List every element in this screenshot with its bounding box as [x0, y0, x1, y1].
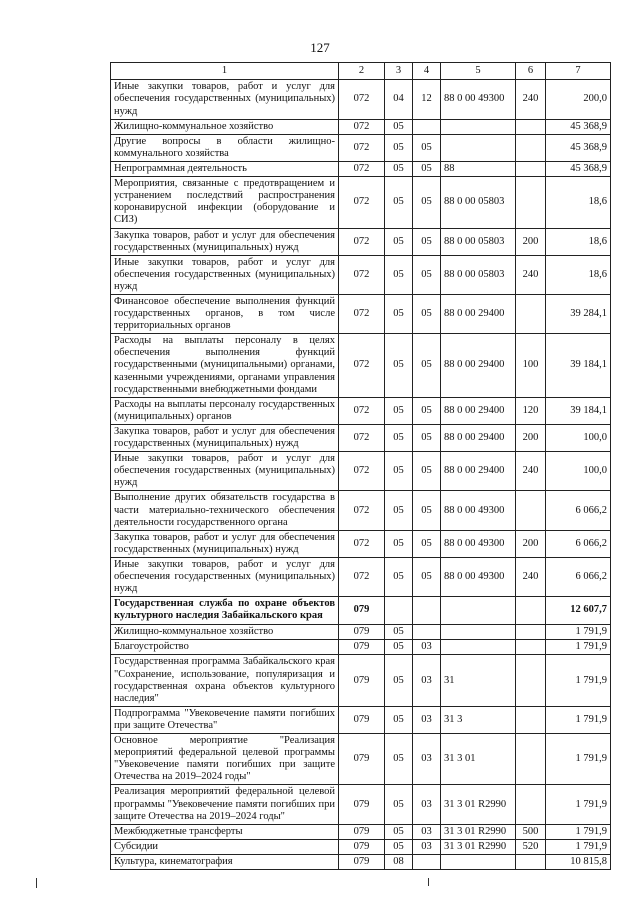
column-header: 5 — [441, 63, 516, 80]
row-name: Государственная программа Забайкальского края "Сохранение, использование, популяризация и государственная охрана объектов культурного наследия" — [111, 655, 339, 707]
table-header-row — [111, 63, 611, 80]
scan-mark — [36, 878, 37, 888]
column-header: 4 — [413, 63, 441, 80]
row-subsection: 03 — [413, 785, 441, 824]
row-subsection: 05 — [413, 557, 441, 596]
row-target-article: 88 0 00 29400 — [441, 334, 516, 398]
row-target-article: 88 0 00 49300 — [441, 491, 516, 530]
table-row — [111, 452, 611, 491]
row-name: Субсидии — [111, 839, 339, 854]
row-expense-type — [516, 640, 546, 655]
row-amount: 10 815,8 — [546, 854, 611, 869]
row-subsection: 05 — [413, 135, 441, 162]
row-target-article: 88 0 00 05803 — [441, 255, 516, 294]
row-target-article: 88 0 00 29400 — [441, 398, 516, 425]
row-subsection: 05 — [413, 177, 441, 228]
row-expense-type — [516, 294, 546, 333]
row-name: Расходы на выплаты персоналу в целях обеспечения выполнения функций государственными (муниципальными) органами, казенными учреждениями, органами управления государственными внебюджетными фондами — [111, 334, 339, 398]
table-row — [111, 530, 611, 557]
table-row — [111, 228, 611, 255]
row-name: Другие вопросы в области жилищно-коммунального хозяйства — [111, 135, 339, 162]
row-target-article: 31 3 01 R2990 — [441, 824, 516, 839]
row-subsection: 05 — [413, 452, 441, 491]
row-amount: 100,0 — [546, 452, 611, 491]
row-name: Государственная служба по охране объектов культурного наследия Забайкальского края — [111, 596, 339, 624]
row-section: 05 — [385, 255, 413, 294]
table-row — [111, 839, 611, 854]
table-row — [111, 785, 611, 824]
row-section: 05 — [385, 177, 413, 228]
row-amount: 1 791,9 — [546, 655, 611, 707]
row-name: Подпрограмма "Увековечение памяти погибших при защите Отечества" — [111, 707, 339, 734]
row-code: 079 — [339, 839, 385, 854]
column-header: 2 — [339, 63, 385, 80]
row-target-article: 31 3 — [441, 707, 516, 734]
table-row — [111, 707, 611, 734]
row-amount: 18,6 — [546, 228, 611, 255]
row-amount: 1 791,9 — [546, 734, 611, 785]
row-code: 072 — [339, 135, 385, 162]
row-amount: 1 791,9 — [546, 785, 611, 824]
row-section: 05 — [385, 785, 413, 824]
row-code: 079 — [339, 707, 385, 734]
table-row — [111, 177, 611, 228]
table-row — [111, 596, 611, 624]
table-row — [111, 162, 611, 177]
column-header: 1 — [111, 63, 339, 80]
row-subsection: 05 — [413, 491, 441, 530]
row-subsection: 03 — [413, 839, 441, 854]
row-name: Культура, кинематография — [111, 854, 339, 869]
row-name: Закупка товаров, работ и услуг для обеспечения государственных (муниципальных) нужд — [111, 425, 339, 452]
row-expense-type — [516, 785, 546, 824]
row-amount: 45 368,9 — [546, 120, 611, 135]
row-name: Иные закупки товаров, работ и услуг для обеспечения государственных (муниципальных) нужд — [111, 80, 339, 120]
row-expense-type: 520 — [516, 839, 546, 854]
table-row — [111, 135, 611, 162]
row-subsection — [413, 120, 441, 135]
row-target-article: 31 3 01 R2990 — [441, 785, 516, 824]
row-expense-type: 100 — [516, 334, 546, 398]
column-header: 7 — [546, 63, 611, 80]
row-name: Жилищно-коммунальное хозяйство — [111, 120, 339, 135]
row-name: Финансовое обеспечение выполнения функций государственных органов, в том числе территориальных органов — [111, 294, 339, 333]
row-amount: 1 791,9 — [546, 640, 611, 655]
row-subsection: 05 — [413, 398, 441, 425]
row-section: 05 — [385, 398, 413, 425]
row-expense-type: 240 — [516, 557, 546, 596]
row-code: 072 — [339, 398, 385, 425]
row-code: 072 — [339, 228, 385, 255]
row-subsection: 05 — [413, 255, 441, 294]
row-section: 05 — [385, 557, 413, 596]
row-code: 072 — [339, 294, 385, 333]
row-target-article: 88 0 00 29400 — [441, 294, 516, 333]
table-row — [111, 824, 611, 839]
row-subsection: 05 — [413, 425, 441, 452]
row-target-article: 88 0 00 29400 — [441, 425, 516, 452]
row-expense-type — [516, 120, 546, 135]
row-section — [385, 596, 413, 624]
row-amount: 200,0 — [546, 80, 611, 120]
row-amount: 45 368,9 — [546, 162, 611, 177]
row-subsection: 03 — [413, 734, 441, 785]
row-name: Иные закупки товаров, работ и услуг для обеспечения государственных (муниципальных) нужд — [111, 255, 339, 294]
row-code: 072 — [339, 557, 385, 596]
row-amount: 12 607,7 — [546, 596, 611, 624]
row-name: Закупка товаров, работ и услуг для обеспечения государственных (муниципальных) нужд — [111, 530, 339, 557]
row-amount: 18,6 — [546, 255, 611, 294]
table-row — [111, 557, 611, 596]
row-section: 04 — [385, 80, 413, 120]
row-code: 072 — [339, 425, 385, 452]
table-row — [111, 255, 611, 294]
row-code: 072 — [339, 177, 385, 228]
row-subsection: 03 — [413, 707, 441, 734]
row-expense-type: 200 — [516, 530, 546, 557]
row-code: 079 — [339, 854, 385, 869]
row-amount: 45 368,9 — [546, 135, 611, 162]
row-section: 05 — [385, 294, 413, 333]
row-section: 05 — [385, 734, 413, 785]
row-subsection: 12 — [413, 80, 441, 120]
row-amount: 1 791,9 — [546, 839, 611, 854]
table-row — [111, 334, 611, 398]
row-name: Реализация мероприятий федеральной целевой программы "Увековечение памяти погибших при защите Отечества на 2019–2024 годы" — [111, 785, 339, 824]
row-amount: 1 791,9 — [546, 824, 611, 839]
row-name: Межбюджетные трансферты — [111, 824, 339, 839]
row-name: Расходы на выплаты персоналу государственных (муниципальных) органов — [111, 398, 339, 425]
row-code: 072 — [339, 80, 385, 120]
row-target-article: 88 — [441, 162, 516, 177]
table-row — [111, 425, 611, 452]
row-section: 08 — [385, 854, 413, 869]
row-subsection: 05 — [413, 530, 441, 557]
row-target-article: 31 3 01 R2990 — [441, 839, 516, 854]
row-expense-type — [516, 707, 546, 734]
table-row — [111, 640, 611, 655]
row-expense-type: 200 — [516, 425, 546, 452]
row-expense-type — [516, 624, 546, 639]
row-name: Жилищно-коммунальное хозяйство — [111, 624, 339, 639]
table-row — [111, 80, 611, 120]
row-target-article: 31 3 01 — [441, 734, 516, 785]
row-section: 05 — [385, 228, 413, 255]
table-row — [111, 624, 611, 639]
row-expense-type — [516, 135, 546, 162]
row-section: 05 — [385, 530, 413, 557]
row-code: 072 — [339, 162, 385, 177]
row-subsection: 05 — [413, 228, 441, 255]
row-code: 072 — [339, 530, 385, 557]
row-subsection: 05 — [413, 334, 441, 398]
row-code: 072 — [339, 491, 385, 530]
row-subsection: 03 — [413, 655, 441, 707]
row-section: 05 — [385, 824, 413, 839]
table-row — [111, 120, 611, 135]
row-name: Закупка товаров, работ и услуг для обеспечения государственных (муниципальных) нужд — [111, 228, 339, 255]
scan-mark — [428, 878, 429, 886]
row-target-article: 31 — [441, 655, 516, 707]
row-target-article: 88 0 00 49300 — [441, 530, 516, 557]
row-section: 05 — [385, 135, 413, 162]
row-name: Мероприятия, связанные с предотвращением и устранением последствий распространения коронавирусной инфекции (оборудование и СИЗ) — [111, 177, 339, 228]
row-subsection: 03 — [413, 824, 441, 839]
row-subsection: 05 — [413, 162, 441, 177]
column-header: 3 — [385, 63, 413, 80]
row-target-article — [441, 640, 516, 655]
row-expense-type: 200 — [516, 228, 546, 255]
row-code: 072 — [339, 334, 385, 398]
row-code: 079 — [339, 734, 385, 785]
row-expense-type: 240 — [516, 452, 546, 491]
row-target-article — [441, 854, 516, 869]
row-section: 05 — [385, 640, 413, 655]
row-amount: 1 791,9 — [546, 707, 611, 734]
table-row — [111, 655, 611, 707]
row-expense-type — [516, 854, 546, 869]
row-section: 05 — [385, 452, 413, 491]
table-row — [111, 491, 611, 530]
row-section: 05 — [385, 120, 413, 135]
table-row — [111, 398, 611, 425]
row-target-article: 88 0 00 49300 — [441, 557, 516, 596]
table-row — [111, 294, 611, 333]
row-expense-type — [516, 177, 546, 228]
row-expense-type — [516, 655, 546, 707]
row-name: Благоустройство — [111, 640, 339, 655]
row-section: 05 — [385, 425, 413, 452]
row-target-article: 88 0 00 29400 — [441, 452, 516, 491]
row-code: 079 — [339, 655, 385, 707]
row-target-article: 88 0 00 05803 — [441, 228, 516, 255]
row-code: 072 — [339, 452, 385, 491]
row-target-article: 88 0 00 49300 — [441, 80, 516, 120]
row-section: 05 — [385, 624, 413, 639]
row-name: Основное мероприятие "Реализация мероприятий федеральной целевой программы "Увековечение памяти погибших при защите Отечества на 2019–2024 годы" — [111, 734, 339, 785]
row-code: 079 — [339, 824, 385, 839]
row-target-article — [441, 596, 516, 624]
row-name: Непрограммная деятельность — [111, 162, 339, 177]
row-code: 072 — [339, 120, 385, 135]
row-target-article — [441, 624, 516, 639]
row-section: 05 — [385, 491, 413, 530]
row-expense-type: 240 — [516, 255, 546, 294]
row-section: 05 — [385, 162, 413, 177]
row-expense-type: 500 — [516, 824, 546, 839]
row-subsection — [413, 854, 441, 869]
row-expense-type — [516, 596, 546, 624]
budget-table — [110, 62, 611, 870]
row-subsection: 05 — [413, 294, 441, 333]
table-row — [111, 734, 611, 785]
row-name: Иные закупки товаров, работ и услуг для обеспечения государственных (муниципальных) нужд — [111, 557, 339, 596]
row-section: 05 — [385, 839, 413, 854]
row-subsection — [413, 624, 441, 639]
row-amount: 6 066,2 — [546, 491, 611, 530]
row-section: 05 — [385, 655, 413, 707]
row-amount: 6 066,2 — [546, 530, 611, 557]
row-code: 079 — [339, 785, 385, 824]
row-code: 079 — [339, 596, 385, 624]
row-expense-type: 240 — [516, 80, 546, 120]
row-target-article — [441, 135, 516, 162]
row-amount: 1 791,9 — [546, 624, 611, 639]
row-name: Выполнение других обязательств государства в части материально-технического обеспечения деятельности государственного органа — [111, 491, 339, 530]
row-amount: 39 284,1 — [546, 294, 611, 333]
row-target-article — [441, 120, 516, 135]
row-amount: 39 184,1 — [546, 398, 611, 425]
row-expense-type — [516, 491, 546, 530]
row-name: Иные закупки товаров, работ и услуг для обеспечения государственных (муниципальных) нужд — [111, 452, 339, 491]
row-expense-type — [516, 162, 546, 177]
row-expense-type — [516, 734, 546, 785]
row-section: 05 — [385, 334, 413, 398]
row-section: 05 — [385, 707, 413, 734]
row-amount: 39 184,1 — [546, 334, 611, 398]
table-row — [111, 854, 611, 869]
row-subsection: 03 — [413, 640, 441, 655]
page-number: 127 — [310, 40, 330, 55]
row-amount: 18,6 — [546, 177, 611, 228]
row-target-article: 88 0 00 05803 — [441, 177, 516, 228]
row-code: 079 — [339, 640, 385, 655]
row-code: 072 — [339, 255, 385, 294]
row-amount: 100,0 — [546, 425, 611, 452]
row-amount: 6 066,2 — [546, 557, 611, 596]
row-subsection — [413, 596, 441, 624]
row-code: 079 — [339, 624, 385, 639]
row-expense-type: 120 — [516, 398, 546, 425]
column-header: 6 — [516, 63, 546, 80]
